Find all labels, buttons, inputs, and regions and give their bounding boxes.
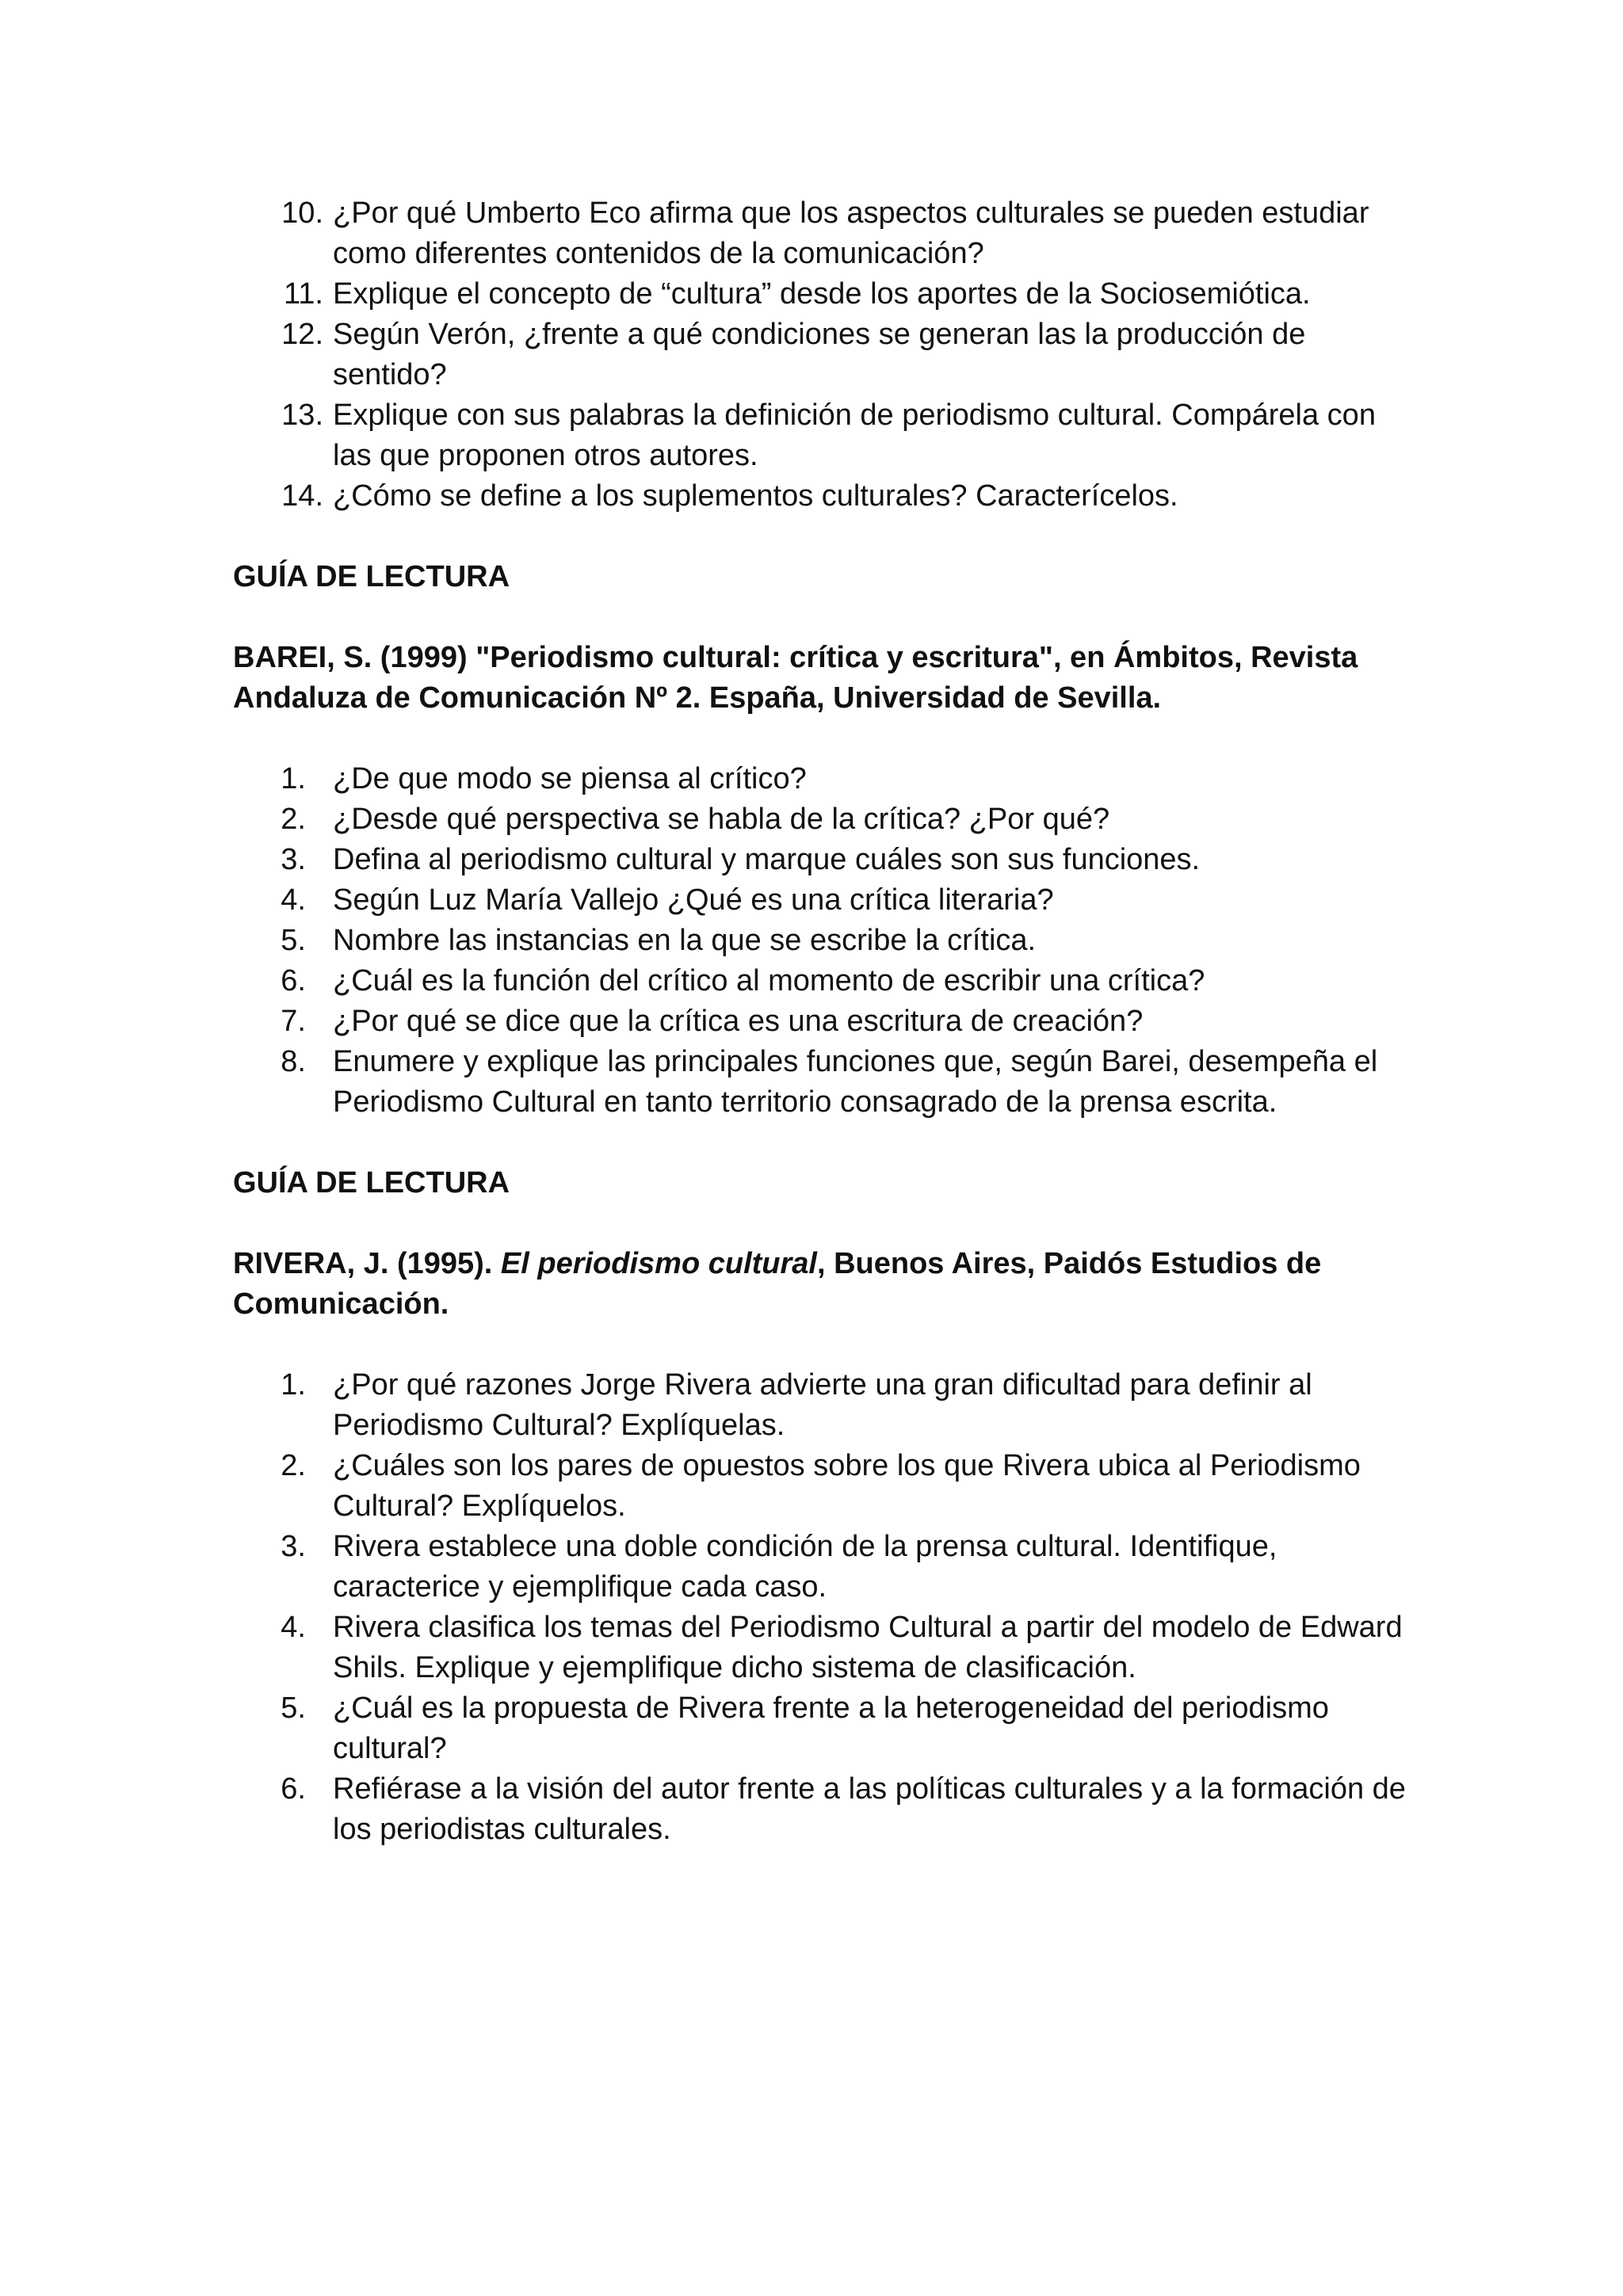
question-item [233, 1365, 1406, 1446]
question-item [233, 880, 1406, 921]
citation-publisher: , Buenos Aires, Paidós Estudios de Comunicación. [233, 1247, 1322, 1321]
question-text: Según Luz María Vallejo ¿Qué es una crítica literaria? [333, 883, 1054, 917]
question-number: 3. [281, 843, 306, 876]
question-item [233, 193, 1406, 274]
question-text: ¿Cuál es la función del crítico al momento de escribir una crítica? [333, 964, 1205, 997]
question-item [233, 759, 1406, 799]
reading-guide-heading: GUÍA DE LECTURA [233, 560, 510, 593]
spacer [233, 597, 1406, 638]
question-number: 5. [281, 1691, 306, 1725]
question-text: Explique con sus palabras la definición de periodismo cultural. Compárela con las que proponen otros autores. [333, 399, 1376, 472]
question-text: Defina al periodismo cultural y marque cuáles son sus funciones. [333, 843, 1201, 876]
question-text: ¿Desde qué perspectiva se habla de la crítica? ¿Por qué? [333, 803, 1110, 836]
question-number: 11. [283, 277, 323, 311]
question-text: ¿De que modo se piensa al crítico? [333, 762, 807, 795]
rivera-questions-list [233, 1365, 1406, 1850]
questions-list-continued [233, 193, 1406, 517]
question-item [233, 315, 1406, 395]
question-text: Enumere y explique las principales funciones que, según Barei, desempeña el Periodismo Cultural en tanto territorio consagrado de la prensa escrita. [333, 1045, 1378, 1119]
question-item [233, 1001, 1406, 1042]
spacer [233, 1123, 1406, 1163]
reading-guide-heading: GUÍA DE LECTURA [233, 1166, 510, 1199]
question-number: 6. [281, 964, 306, 997]
question-item [233, 921, 1406, 961]
question-item [233, 274, 1406, 315]
page-content [233, 193, 1406, 1850]
question-number: 13. [281, 399, 323, 432]
spacer [233, 719, 1406, 759]
question-text: ¿Por qué se dice que la crítica es una escritura de creación? [333, 1005, 1144, 1038]
question-number: 4. [281, 883, 306, 917]
question-number: 6. [281, 1772, 306, 1806]
question-number: 1. [281, 1368, 306, 1402]
question-number: 12. [281, 318, 323, 351]
citation-title: El periodismo cultural [500, 1247, 817, 1280]
spacer [233, 517, 1406, 557]
question-text: ¿Cuál es la propuesta de Rivera frente a la heterogeneidad del periodismo cultural? [333, 1691, 1329, 1765]
question-number: 2. [281, 1449, 306, 1482]
question-text: Rivera clasifica los temas del Periodismo Cultural a partir del modelo de Edward Shils. Explique y ejemplifique dicho sistema de clasificación. [333, 1611, 1403, 1684]
question-item [233, 476, 1406, 517]
barei-citation: BAREI, S. (1999) "Periodismo cultural: crítica y escritura", en Ámbitos, Revista Andaluza de Comunicación Nº 2. España, Universidad de Sevilla. [233, 641, 1358, 715]
question-item [233, 1527, 1406, 1608]
question-number: 5. [281, 924, 306, 957]
spacer [233, 1203, 1406, 1244]
question-number: 7. [281, 1005, 306, 1038]
question-text: ¿Cuáles son los pares de opuestos sobre los que Rivera ubica al Periodismo Cultural? Explíquelos. [333, 1449, 1361, 1523]
spacer [233, 1325, 1406, 1365]
question-number: 10. [281, 196, 323, 230]
question-text: ¿Cómo se define a los suplementos culturales? Caracterícelos. [333, 479, 1178, 513]
citation-author: RIVERA, J. (1995). [233, 1247, 501, 1280]
question-number: 1. [281, 762, 306, 795]
question-number: 3. [281, 1530, 306, 1563]
question-text: Según Verón, ¿frente a qué condiciones se generan las la producción de sentido? [333, 318, 1306, 391]
question-item [233, 1446, 1406, 1527]
question-item [233, 1688, 1406, 1769]
question-text: Explique el concepto de “cultura” desde los aportes de la Sociosemiótica. [333, 277, 1311, 311]
barei-questions-list [233, 759, 1406, 1123]
question-number: 14. [281, 479, 323, 513]
question-text: Refiérase a la visión del autor frente a las políticas culturales y a la formación de los periodistas culturales. [333, 1772, 1406, 1846]
question-number: 8. [281, 1045, 306, 1078]
question-text: Nombre las instancias en la que se escribe la crítica. [333, 924, 1037, 957]
question-item [233, 799, 1406, 840]
question-item [233, 1769, 1406, 1850]
question-number: 4. [281, 1611, 306, 1644]
question-item [233, 961, 1406, 1001]
question-item [233, 1608, 1406, 1688]
question-item [233, 395, 1406, 476]
question-number: 2. [281, 803, 306, 836]
rivera-citation [233, 1244, 1406, 1325]
question-text: Rivera establece una doble condición de la prensa cultural. Identifique, caracterice y ejemplifique cada caso. [333, 1530, 1277, 1604]
question-text: ¿Por qué razones Jorge Rivera advierte una gran dificultad para definir al Periodismo Cultural? Explíquelas. [333, 1368, 1312, 1442]
question-item [233, 1042, 1406, 1123]
question-item [233, 840, 1406, 880]
question-text: ¿Por qué Umberto Eco afirma que los aspectos culturales se pueden estudiar como diferentes contenidos de la comunicación? [333, 196, 1369, 270]
